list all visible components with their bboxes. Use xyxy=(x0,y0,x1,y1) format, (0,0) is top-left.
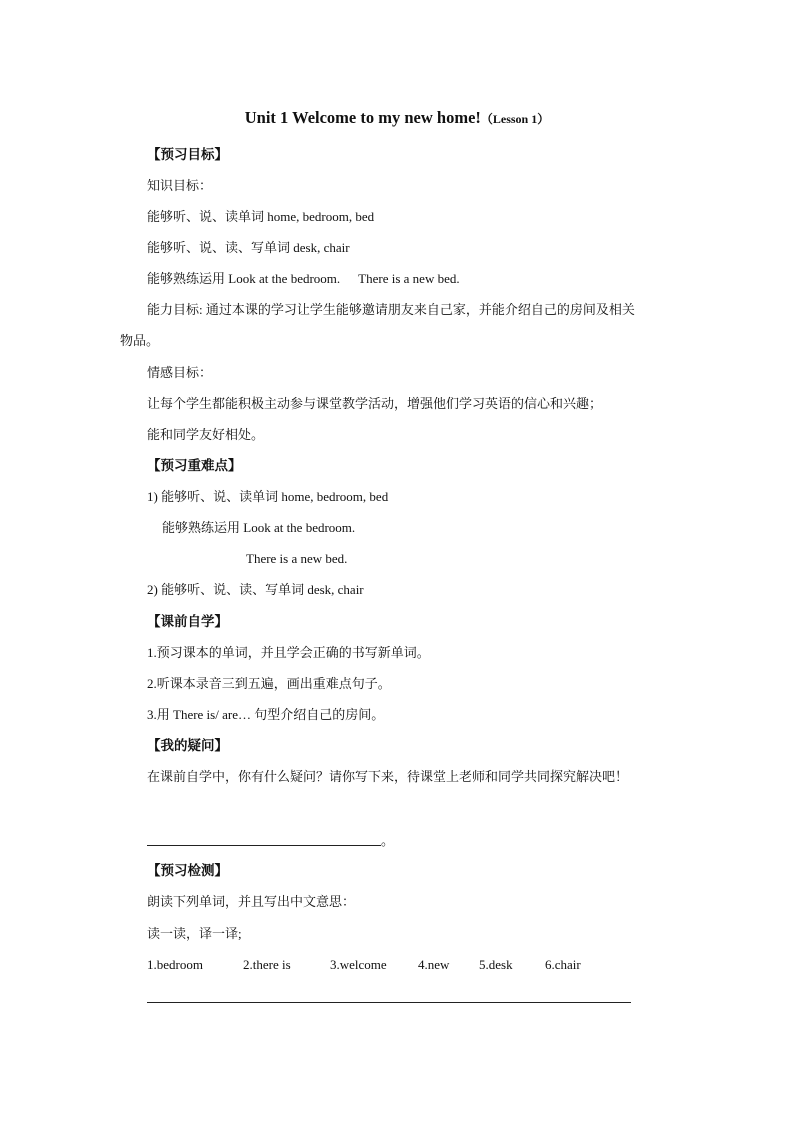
knowledge-item-3b: There is a new bed. xyxy=(358,271,460,286)
self-study-heading: 【课前自学】 xyxy=(147,614,228,629)
knowledge-label: 知识目标： xyxy=(147,178,213,193)
knowledge-item-3a: 能够熟练运用 Look at the bedroom. xyxy=(147,271,341,286)
questions-prompt: 在课前自学中，你有什么疑问？请你写下来，待课堂上老师和同学共同探究解决吧！ xyxy=(147,769,629,784)
page-title xyxy=(0,108,794,129)
check-instruction-1: 朗读下列单词，并且写出中文意思： xyxy=(147,894,356,909)
check-heading: 【预习检测】 xyxy=(147,863,228,878)
emotion-item-1: 让每个学生都能积极主动参与课堂教学活动，增强他们学习英语的信心和兴趣； xyxy=(147,396,603,411)
objectives-heading: 【预习目标】 xyxy=(147,147,228,162)
ability-goal-line-1: 能力目标: 通过本课的学习让学生能够邀请朋友来自己家，并能介绍自己的房间及相关 xyxy=(147,302,635,317)
vocab-word: 4.new xyxy=(418,957,450,972)
vocab-word: 3.welcome xyxy=(330,957,387,972)
question-end-mark: 。 xyxy=(381,833,395,848)
key-points-heading: 【预习重难点】 xyxy=(147,458,242,473)
title-lesson: （Lesson 1） xyxy=(480,112,550,126)
key-point-1b: 能够熟练运用 Look at the bedroom. xyxy=(162,520,356,535)
key-point-1c: There is a new bed. xyxy=(246,551,348,566)
vocab-word: 6.chair xyxy=(545,957,581,972)
translation-answer-line[interactable] xyxy=(147,1002,631,1003)
emotion-item-2: 能和同学友好相处。 xyxy=(147,427,265,442)
key-point-1: 1) 能够听、说、读单词 home, bedroom, bed xyxy=(147,489,389,504)
self-study-item-1: 1.预习课本的单词，并且学会正确的书写新单词。 xyxy=(147,645,430,660)
self-study-item-3: 3.用 There is/ are… 句型介绍自己的房间。 xyxy=(147,707,385,722)
vocab-list xyxy=(147,957,581,973)
vocab-word: 2.there is xyxy=(243,957,291,972)
question-answer-line[interactable] xyxy=(147,845,381,846)
knowledge-item-3 xyxy=(147,271,460,287)
title-main: Unit 1 Welcome to my new home! xyxy=(244,108,481,127)
knowledge-item-2: 能够听、说、读、写单词 desk, chair xyxy=(147,240,350,255)
check-instruction-2: 读一读，译一译; xyxy=(147,926,242,941)
questions-heading: 【我的疑问】 xyxy=(147,738,228,753)
vocab-word: 5.desk xyxy=(479,957,513,972)
ability-goal-line-2: 物品。 xyxy=(120,333,160,348)
self-study-item-2: 2.听课本录音三到五遍，画出重难点句子。 xyxy=(147,676,391,691)
key-point-2: 2) 能够听、说、读、写单词 desk, chair xyxy=(147,582,364,597)
vocab-word: 1.bedroom xyxy=(147,957,203,972)
emotion-label: 情感目标： xyxy=(147,365,213,380)
knowledge-item-1: 能够听、说、读单词 home, bedroom, bed xyxy=(147,209,375,224)
